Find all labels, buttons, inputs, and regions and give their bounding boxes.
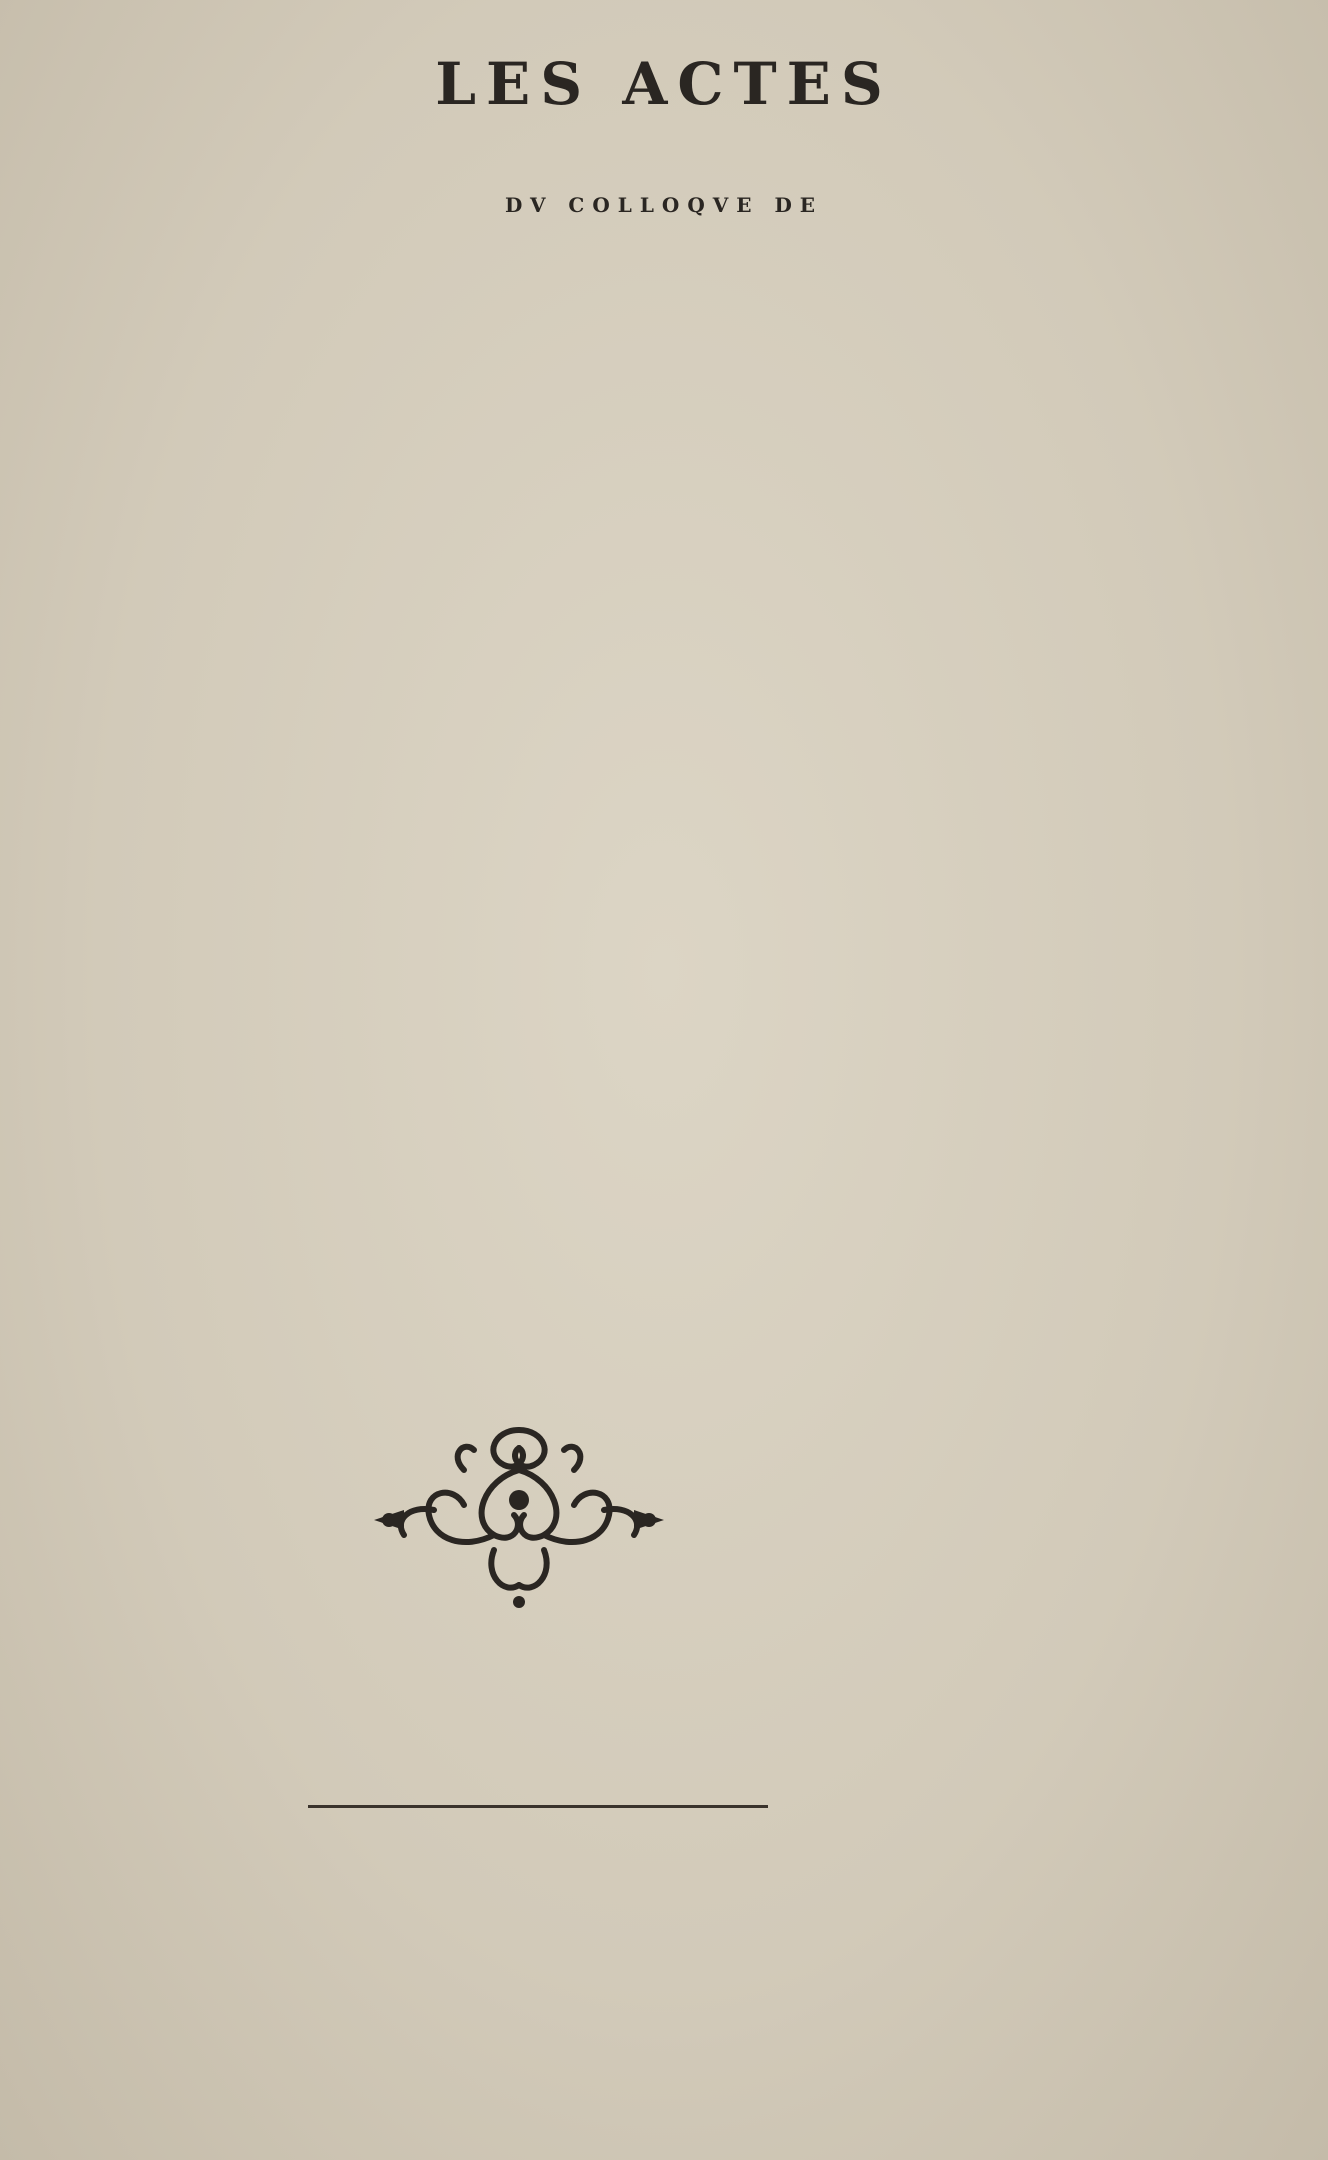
fleuron-ornament-icon bbox=[374, 1410, 664, 1610]
title-line-1: LES ACTES bbox=[435, 50, 893, 118]
imprint-rule bbox=[308, 1805, 768, 1808]
title-line-2: DV COLLOQVE DE bbox=[504, 193, 824, 217]
